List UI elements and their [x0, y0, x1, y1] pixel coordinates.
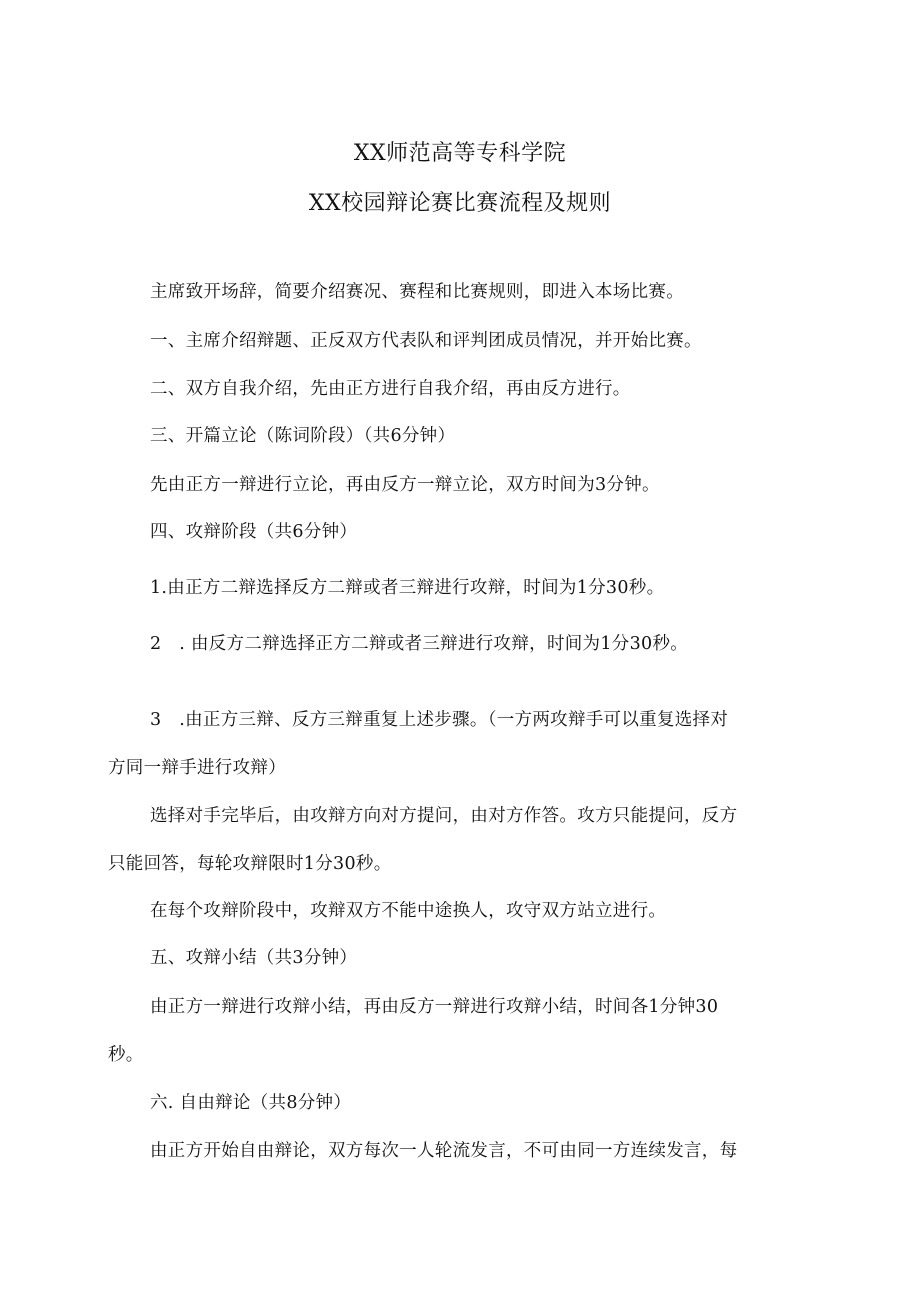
paragraph-opening: 主席致开场辞，简要介绍赛况、赛程和比赛规则，即进入本场比赛。 [150, 282, 684, 302]
paragraph-step-6: 由正方开始自由辩论，双方每次一人轮流发言，不可由同一方连续发言，每 [150, 1141, 738, 1161]
paragraph-step-2: 二、双方自我介绍，先由正方进行自我介绍，再由反方进行。 [150, 379, 631, 399]
paragraph-step-4-item-2: 2 . 由反方二辩选择正方二辩或者三辩进行攻辩，时间为1分30秒。 [150, 634, 689, 654]
paragraph-step-4-item-3-cont: 方同一辩手进行攻辩） [108, 758, 286, 778]
paragraph-step-1: 一、主席介绍辩题、正反双方代表队和评判团成员情况，并开始比赛。 [150, 331, 702, 351]
paragraph-step-4-rules-cont: 只能回答，每轮攻辩限时1分30秒。 [108, 854, 392, 874]
heading-step-3: 三、开篇立论（陈词阶段）（共6分钟） [150, 426, 456, 446]
paragraph-step-5-cont: 秒。 [108, 1045, 144, 1065]
document-title-main: XX校园辩论赛比赛流程及规则 [308, 191, 612, 216]
paragraph-step-4-rules: 选择对手完毕后，由攻辩方向对方提问，由对方作答。攻方只能提问，反方 [150, 806, 738, 826]
heading-step-4: 四、攻辩阶段（共6分钟） [150, 522, 358, 542]
paragraph-step-4-item-1: 1.由正方二辩选择反方二辩或者三辩进行攻辩，时间为1分30秒。 [150, 578, 665, 598]
document-title-school: XX师范高等专科学院 [353, 141, 567, 166]
paragraph-step-3: 先由正方一辩进行立论，再由反方一辩立论，双方时间为3分钟。 [150, 475, 660, 495]
paragraph-step-4-item-3: 3 .由正方三辩、反方三辩重复上述步骤。（一方两攻辩手可以重复选择对 [150, 710, 729, 730]
heading-step-5: 五、攻辩小结（共3分钟） [150, 948, 358, 968]
paragraph-step-4-note: 在每个攻辩阶段中，攻辩双方不能中途换人，攻守双方站立进行。 [150, 901, 667, 921]
paragraph-step-5: 由正方一辩进行攻辩小结，再由反方一辩进行攻辩小结，时间各1分钟30 [150, 997, 719, 1017]
heading-step-6: 六. 自由辩论（共8分钟） [150, 1093, 352, 1113]
